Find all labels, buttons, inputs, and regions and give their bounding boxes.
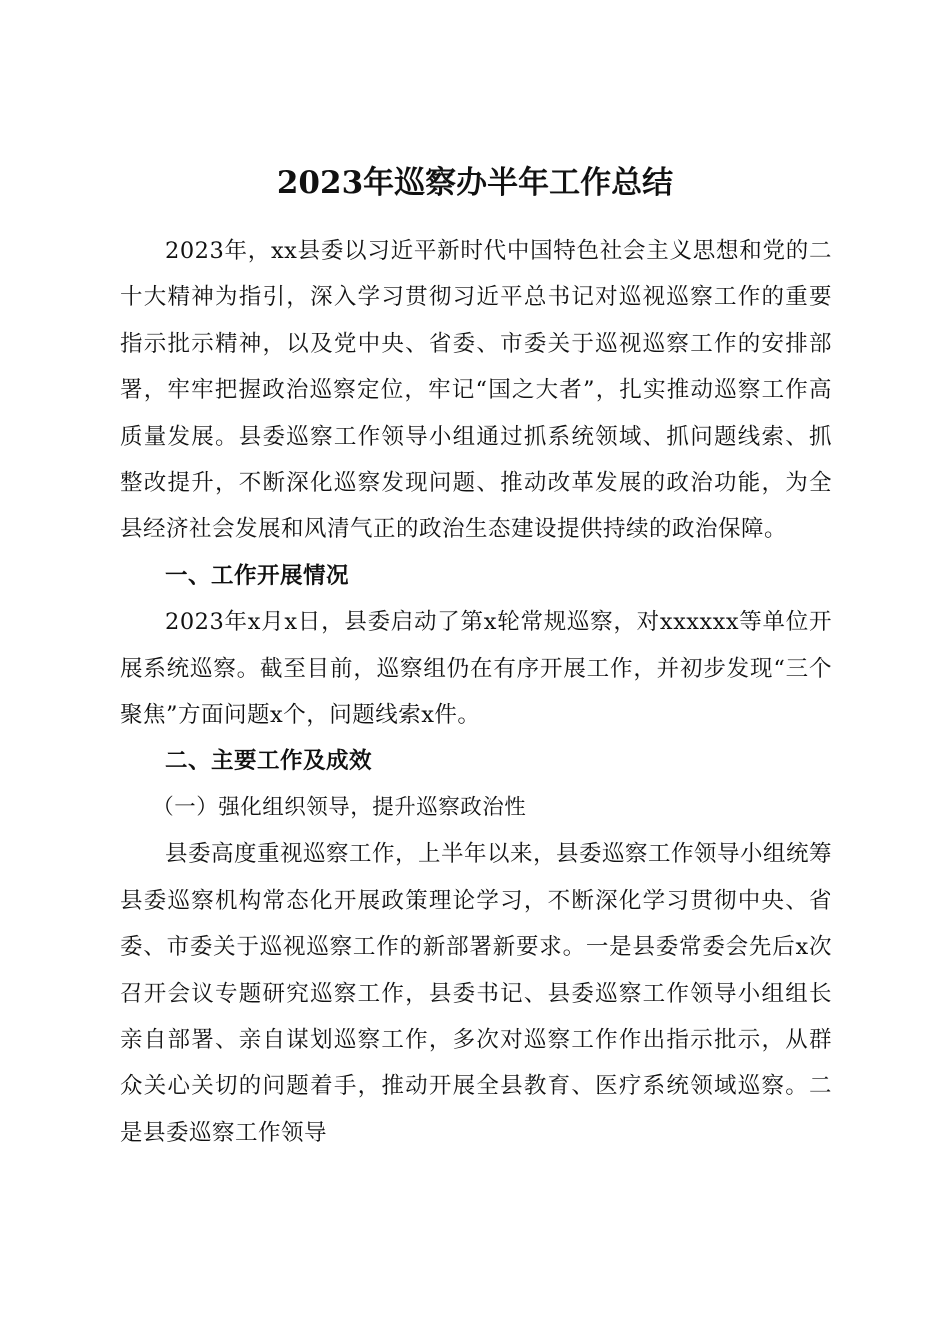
section-heading-work-status: 一、工作开展情况 (165, 562, 350, 589)
leadership-paragraph: 县委高度重视巡察工作，上半年以来，县委巡察工作领导小组统筹县委巡察机构常态化开展政策理论学习，不断深化学习贯彻中央、省委、市委关于巡视巡察工作的新部署新要求。一是县委常委会先后x次召开会议专题研究巡察工作，县委书记、县委巡察工作领导小组组长亲自部署、亲自谋划巡察工作，多次对巡察工作作出指示批示，从群众关心关切的问题着手，推动开展全县教育、医疗系统领域巡察。二是县委巡察工作领导 (120, 841, 833, 1146)
work-status-paragraph: 2023年x月x日，县委启动了第x轮常规巡察，对xxxxxx等单位开展系统巡察。截至目前，巡察组仍在有序开展工作，并初步发现“三个聚焦”方面问题x个，问题线索x件。 (120, 609, 832, 729)
section-heading-main-work: 二、主要工作及成效 (165, 748, 373, 775)
document-title: 2023年巡察办半年工作总结 (276, 164, 674, 201)
subsection-heading-leadership: （一）强化组织领导，提升巡察政治性 (152, 794, 527, 820)
document-body (120, 228, 832, 1156)
intro-paragraph: 2023年，xx县委以习近平新时代中国特色社会主义思想和党的二十大精神为指引，深入学习贯彻习近平总书记对巡视巡察工作的重要指示批示精神，以及党中央、省委、市委关于巡视巡察工作的安排部署，牢牢把握政治巡察定位，牢记“国之大者”，扎实推动巡察工作高质量发展。县委巡察工作领导小组通过抓系统领域、抓问题线索、抓整改提升，不断深化巡察发现问题、推动改革发展的政治功能，为全县经济社会发展和风清气正的政治生态建设提供持续的政治保障。 (120, 238, 832, 543)
